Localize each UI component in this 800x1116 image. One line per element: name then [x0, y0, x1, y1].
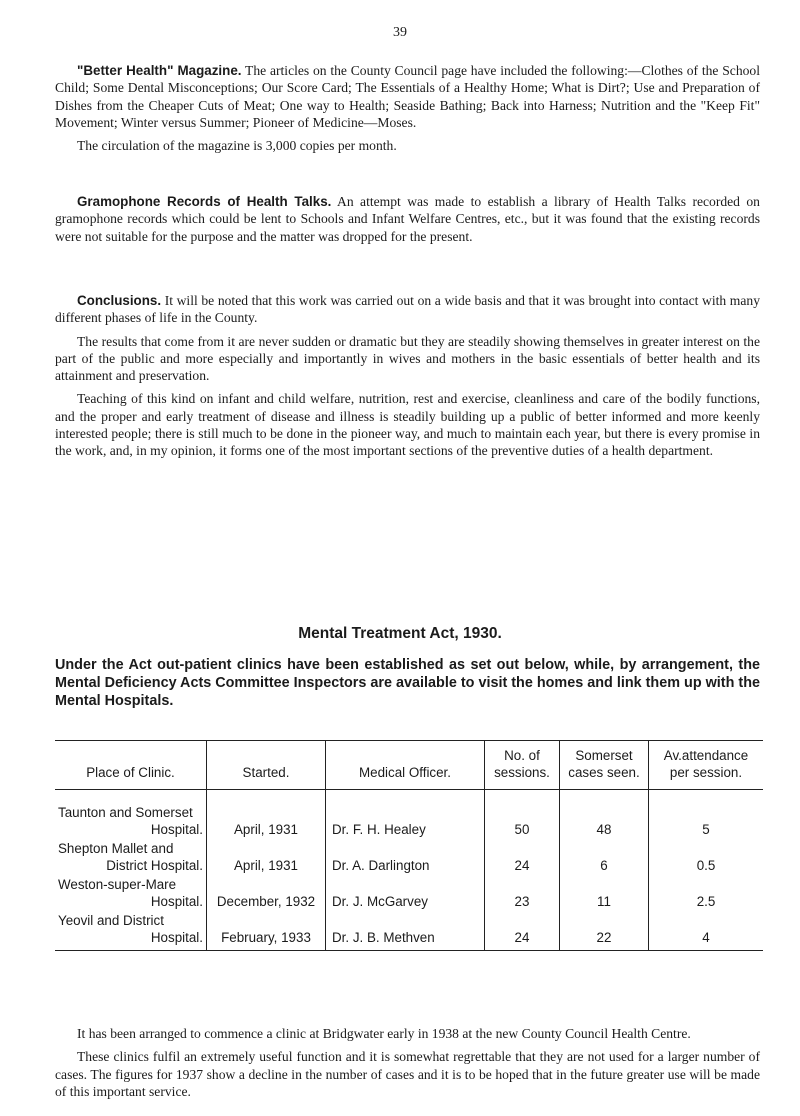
conclusions-paragraph-2: The results that come from it are never sudden or dramatic but they are steadily showing themselves in greater interest on the part of the public and more especially and importantly in wives and mothers in the basic essentials of better health and its attainment and preservation. — [55, 333, 760, 384]
table-row — [55, 874, 763, 910]
table-row — [55, 838, 763, 874]
table-row — [55, 910, 763, 951]
conclusions-paragraph-3: Teaching of this kind on infant and child welfare, nutrition, rest and exercise, cleanliness and care of the bodily functions, and the proper and early treatment of disease and illness is steadily building up a public of better informed and more keenly interested people; there is still much to be done in the pioneer way, and much to maintain each year, but there is every promise in the work, and, in my opinion, it forms one of the most important sections of the preventive duties of a health department. — [55, 391, 760, 459]
cell-attendance: 5 — [649, 790, 764, 839]
clinics-table — [55, 740, 763, 951]
cell-started: April, 1931 — [207, 838, 326, 874]
cell-started: December, 1932 — [207, 874, 326, 910]
cell-place: Taunton and Somerset Hospital. — [58, 805, 203, 837]
cell-cases: 48 — [560, 790, 649, 839]
cell-place: Yeovil and District Hospital. — [55, 910, 207, 951]
cell-started: February, 1933 — [207, 910, 326, 951]
better-health-section — [55, 62, 760, 154]
header-cases: Somerset cases seen. — [560, 741, 649, 790]
gramophone-text: An attempt was made to establish a library of Health Talks recorded on gramophone records which could be lent to Schools and Infant Welfare Centres, etc., but it was found that the existing records were not suitable for the purpose and the matter was dropped for the present. — [55, 194, 760, 244]
cell-officer: Dr. F. H. Healey — [326, 790, 485, 839]
conclusions-lead: Conclusions. — [77, 293, 162, 308]
conclusions-paragraph-1 — [55, 292, 760, 327]
cell-started: April, 1931 — [207, 790, 326, 839]
cell-officer: Dr. J. McGarvey — [326, 874, 485, 910]
cell-attendance: 2.5 — [649, 874, 764, 910]
mental-treatment-intro: Under the Act out-patient clinics have been established as set out below, while, by arrangement, the Mental Deficiency Acts Committee Inspectors are available to visit the homes and link them up with the Mental Hospitals. — [55, 657, 760, 709]
header-attendance: Av.attendance per session. — [649, 741, 764, 790]
cell-sessions: 24 — [485, 910, 560, 951]
conclusions-section — [55, 292, 760, 460]
gramophone-section — [55, 193, 760, 245]
table-header-row — [55, 741, 763, 790]
gramophone-lead: Gramophone Records of Health Talks. — [77, 194, 332, 209]
cell-sessions: 50 — [485, 790, 560, 839]
cell-cases: 6 — [560, 838, 649, 874]
bridgwater-paragraph: It has been arranged to commence a clinic at Bridgwater early in 1938 at the new County Council Health Centre. — [77, 1026, 691, 1041]
header-started: Started. — [207, 741, 326, 790]
page-number: 39 — [393, 25, 407, 40]
header-sessions: No. of sessions. — [485, 741, 560, 790]
cell-place: Shepton Mallet and District Hospital. — [58, 841, 203, 873]
header-officer: Medical Officer. — [326, 741, 485, 790]
gramophone-paragraph — [55, 193, 760, 245]
table-row — [55, 790, 763, 839]
better-health-paragraph — [55, 62, 760, 131]
mental-treatment-heading: Mental Treatment Act, 1930. — [298, 625, 502, 642]
cell-attendance: 4 — [649, 910, 764, 951]
cell-place: Weston-super-Mare Hospital. — [58, 877, 203, 909]
cell-officer: Dr. A. Darlington — [326, 838, 485, 874]
header-place: Place of Clinic. — [55, 741, 207, 790]
better-health-text: The articles on the County Council page have included the following:—Clothes of the School Child; Some Dental Misconceptions; Our Score Card; The Essentials of a Healthy Home; What is Dirt?; Use and Preparation of Dishes from the Cheaper Cuts of Meat; One way to Health; Seaside Bathing; Back into Harness; Nutrition and the "Keep Fit" Movement; Winter versus Summer; Pioneer of Medicine—Moses. — [55, 63, 760, 130]
conclusions-text: It will be noted that this work was carried out on a wide basis and that it was brought into contact with many different phases of life in the County. — [55, 293, 760, 326]
cell-cases: 22 — [560, 910, 649, 951]
cell-sessions: 24 — [485, 838, 560, 874]
cell-attendance: 0.5 — [649, 838, 764, 874]
cell-officer: Dr. J. B. Methven — [326, 910, 485, 951]
circulation-paragraph: The circulation of the magazine is 3,000 copies per month. — [77, 138, 397, 154]
closing-section — [55, 1025, 760, 1100]
better-health-lead: "Better Health" Magazine. — [77, 63, 242, 78]
cell-sessions: 23 — [485, 874, 560, 910]
clinics-usage-paragraph: These clinics fulfil an extremely useful function and it is somewhat regrettable that they are not used for a larger number of cases. The figures for 1937 show a decline in the number of cases and it is to be hoped that in the future greater use will be made of this important service. — [55, 1049, 760, 1099]
cell-cases: 11 — [560, 874, 649, 910]
